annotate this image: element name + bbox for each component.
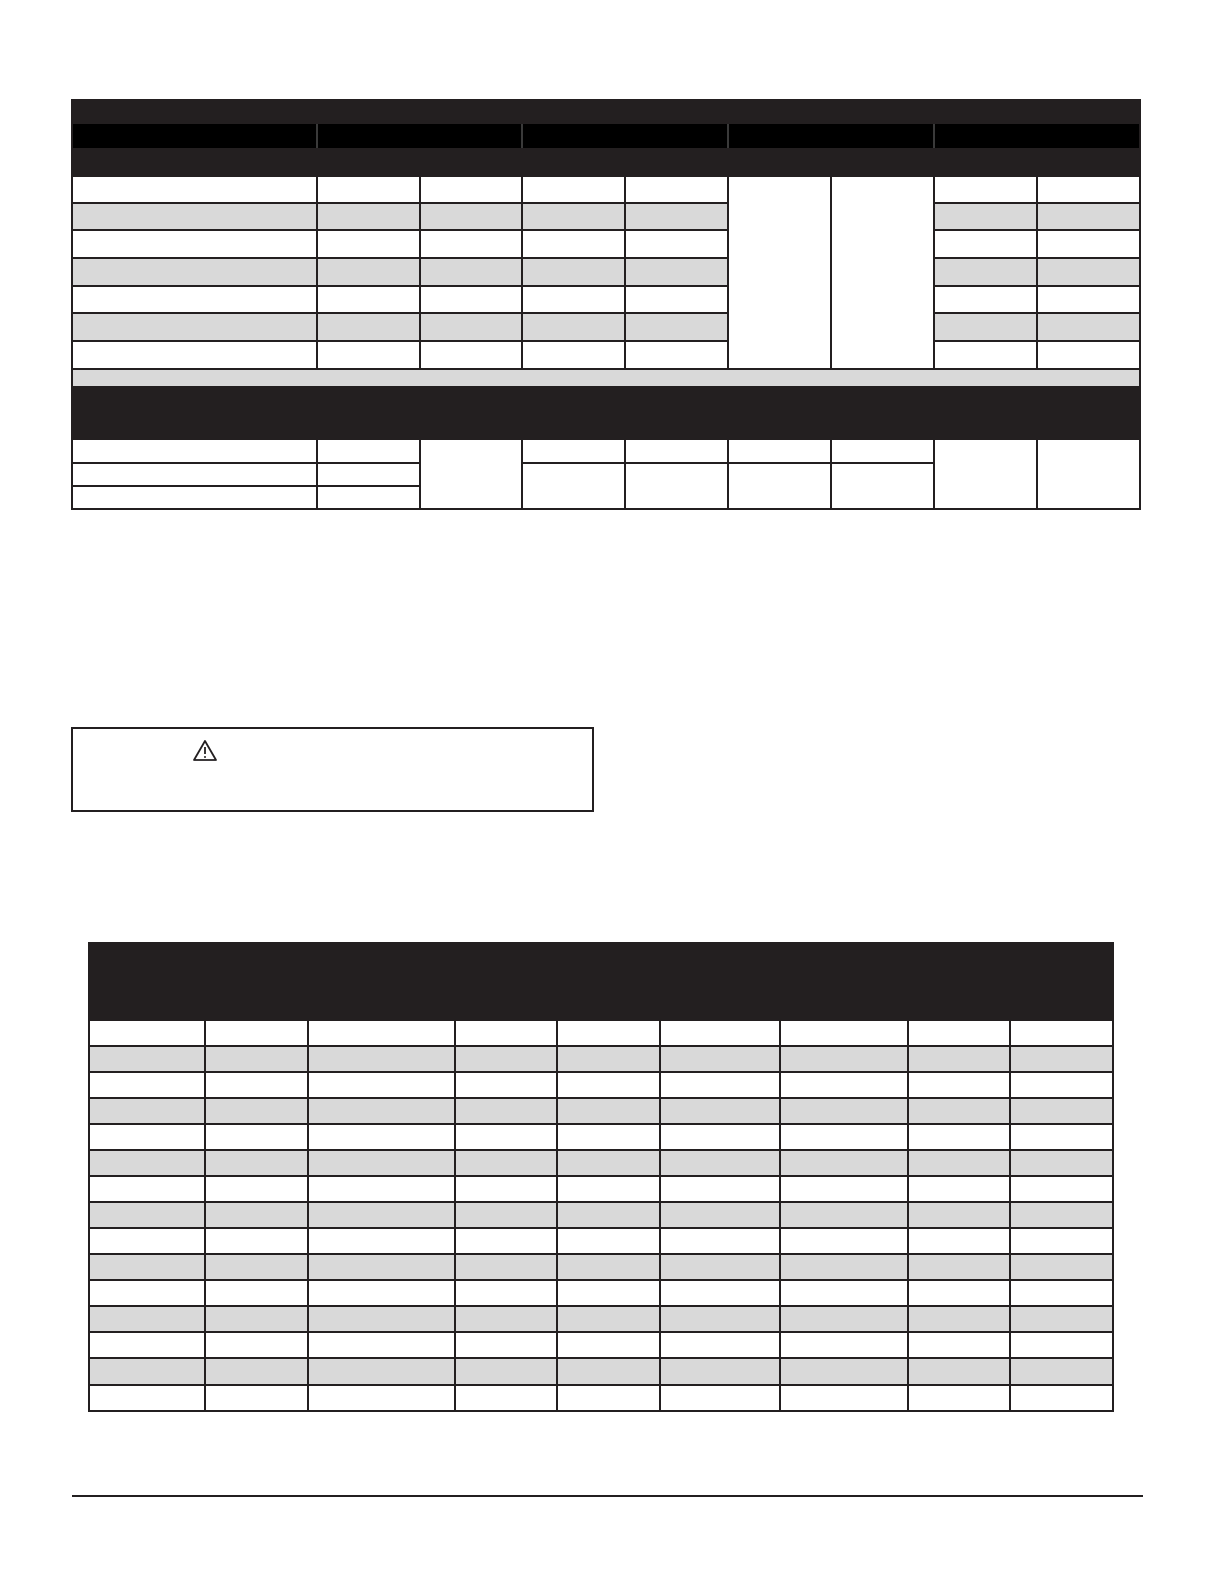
table-row <box>72 230 1140 258</box>
table-row <box>72 286 1140 313</box>
top-table <box>72 100 1140 509</box>
table-row <box>89 1228 1113 1254</box>
table-row <box>89 1072 1113 1098</box>
table-row <box>89 1202 1113 1228</box>
table-row <box>89 1098 1113 1124</box>
table-row <box>89 1124 1113 1150</box>
table-row <box>89 1046 1113 1072</box>
bottom-table-data-rows <box>89 1020 1113 1411</box>
top-table-separator-band <box>72 369 1140 387</box>
bottom-table <box>89 943 1113 1411</box>
top-table-lower-rows <box>72 440 1140 509</box>
top-table-lower-header-band <box>72 387 1140 440</box>
table-row <box>72 203 1140 230</box>
table-row <box>72 258 1140 286</box>
warning-box <box>72 728 593 811</box>
table-row <box>89 1332 1113 1358</box>
table-row <box>89 1358 1113 1385</box>
table-row <box>72 341 1140 369</box>
table-row <box>89 1385 1113 1411</box>
table-row <box>89 1150 1113 1176</box>
table-row <box>89 1254 1113 1280</box>
table-row <box>89 1020 1113 1046</box>
table-row <box>72 176 1140 203</box>
bottom-table-header-band <box>89 943 1113 1020</box>
table-row <box>89 1280 1113 1306</box>
top-table-section-band <box>72 148 1140 176</box>
table-row <box>72 313 1140 341</box>
top-table-column-header-row <box>72 124 1140 148</box>
table-row <box>89 1176 1113 1202</box>
table-row <box>89 1306 1113 1332</box>
top-table-title-band <box>72 100 1140 124</box>
